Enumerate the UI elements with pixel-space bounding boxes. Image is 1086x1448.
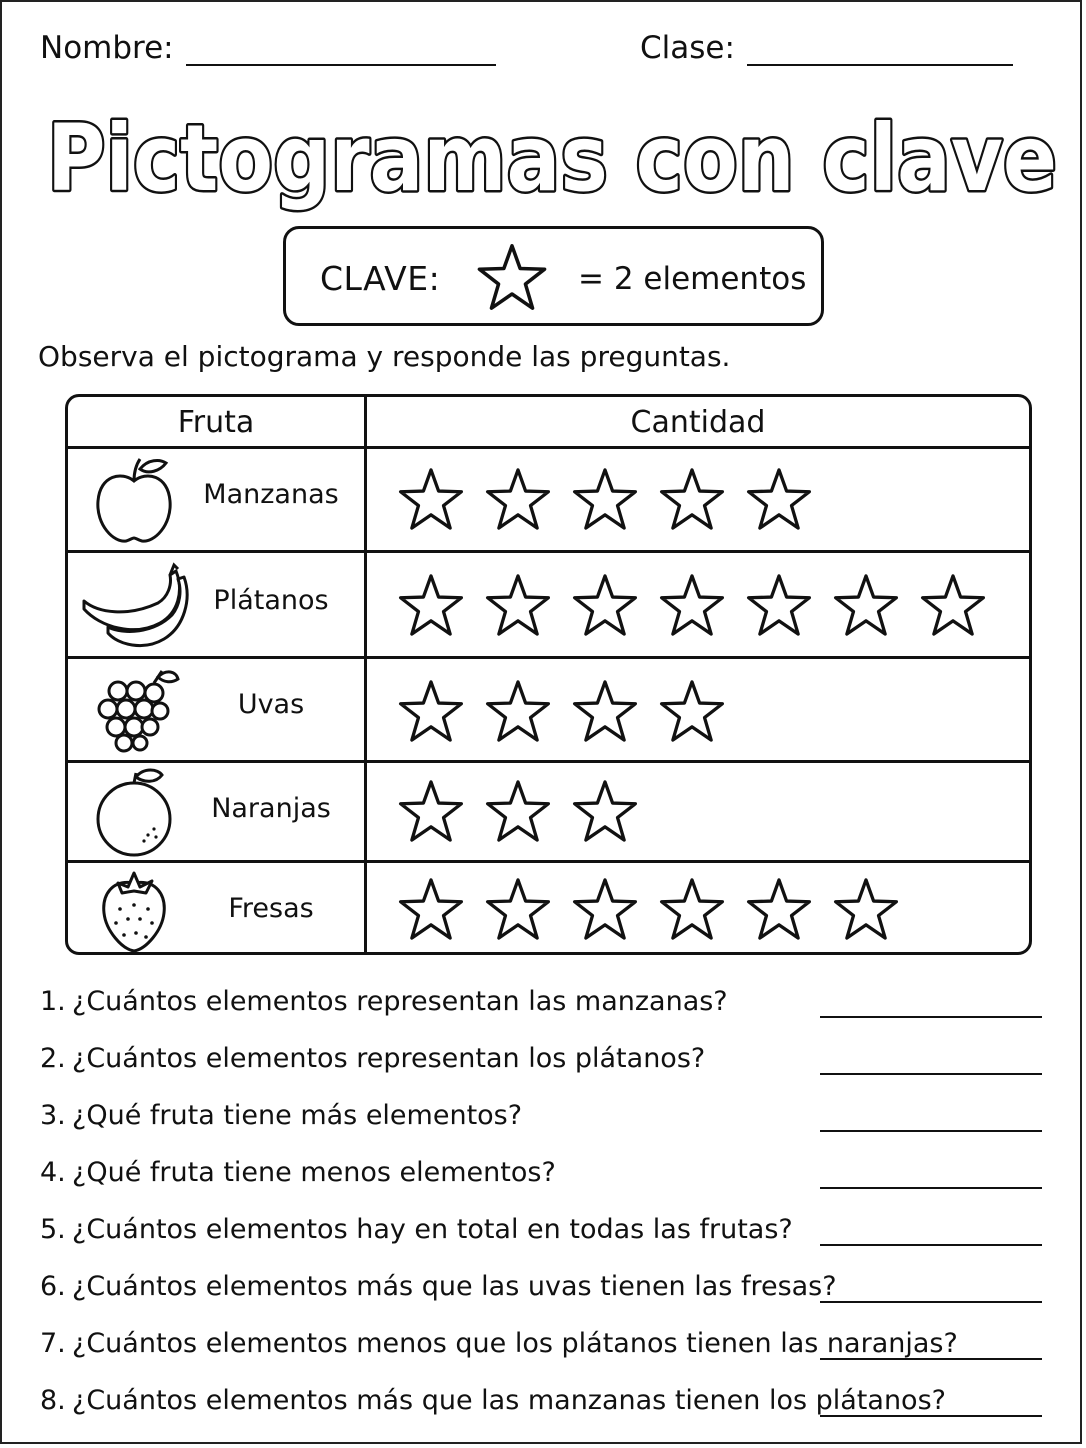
- table-row: [68, 863, 1029, 955]
- class-label: Clase:: [640, 30, 735, 66]
- banana-icon: [78, 561, 190, 653]
- instruction: Observa el pictograma y responde las preguntas.: [38, 340, 731, 373]
- name-field: [40, 30, 496, 66]
- apple-icon: [78, 455, 190, 547]
- strawberry-icon: [78, 865, 190, 955]
- question-text: ¿Qué fruta tiene menos elementos?: [72, 1157, 556, 1188]
- fruit-name: Manzanas: [203, 479, 339, 510]
- table-row: [68, 449, 1029, 553]
- class-field: [640, 30, 1013, 66]
- key-value: = 2 elementos: [578, 261, 807, 297]
- question-number: 2.: [40, 1043, 66, 1074]
- star-icon: [398, 573, 464, 637]
- name-blank[interactable]: [186, 38, 496, 66]
- star-icon: [833, 877, 899, 941]
- star-icon: [659, 467, 725, 531]
- header-quantity: Cantidad: [630, 405, 766, 440]
- star-icon: [485, 573, 551, 637]
- table-row: [68, 553, 1029, 659]
- star-icon: [572, 877, 638, 941]
- star-icon: [659, 679, 725, 743]
- question-text: ¿Cuántos elementos representan las manzanas?: [72, 986, 728, 1017]
- star-row: [398, 877, 1019, 947]
- star-icon: [746, 877, 812, 941]
- answer-line[interactable]: [820, 1130, 1042, 1132]
- star-icon: [572, 779, 638, 843]
- star-icon: [659, 573, 725, 637]
- table-row: [68, 659, 1029, 763]
- star-icon: [833, 573, 899, 637]
- class-blank[interactable]: [747, 38, 1013, 66]
- answer-line[interactable]: [820, 1358, 1042, 1360]
- orange-icon: [78, 767, 190, 859]
- star-icon: [659, 877, 725, 941]
- question: [40, 982, 1050, 1022]
- name-label: Nombre:: [40, 30, 174, 66]
- question-number: 3.: [40, 1100, 66, 1131]
- star-icon: [398, 779, 464, 843]
- question-text: ¿Cuántos elementos menos que los plátanos tienen las naranjas?: [72, 1328, 958, 1359]
- star-icon: [485, 877, 551, 941]
- question: [40, 1381, 1050, 1421]
- answer-line[interactable]: [820, 1415, 1042, 1417]
- question: [40, 1153, 1050, 1193]
- question-number: 7.: [40, 1328, 66, 1359]
- question-number: 6.: [40, 1271, 66, 1302]
- answer-line[interactable]: [820, 1187, 1042, 1189]
- header-fruit: Fruta: [177, 405, 255, 440]
- fruit-name: Plátanos: [213, 585, 329, 616]
- question: [40, 1039, 1050, 1079]
- star-icon: [572, 573, 638, 637]
- answer-line[interactable]: [820, 1301, 1042, 1303]
- star-icon: [572, 679, 638, 743]
- star-row: [398, 573, 1019, 643]
- key-box: [283, 226, 824, 326]
- question-number: 5.: [40, 1214, 66, 1245]
- star-icon: [476, 243, 548, 311]
- header: [40, 30, 1020, 80]
- question-text: ¿Cuántos elementos más que las manzanas tienen los plátanos?: [72, 1385, 946, 1416]
- table-header: [68, 397, 1029, 449]
- star-icon: [398, 467, 464, 531]
- question-text: ¿Cuántos elementos representan los plátanos?: [72, 1043, 706, 1074]
- grapes-icon: [78, 665, 190, 757]
- fruit-name: Naranjas: [211, 793, 331, 824]
- question: [40, 1210, 1050, 1250]
- question-text: ¿Cuántos elementos más que las uvas tienen las fresas?: [72, 1271, 837, 1302]
- star-row: [398, 679, 1019, 749]
- pictogram-table: [65, 394, 1032, 955]
- star-icon: [398, 877, 464, 941]
- question: [40, 1096, 1050, 1136]
- question-text: ¿Cuántos elementos hay en total en todas las frutas?: [72, 1214, 793, 1245]
- star-icon: [746, 573, 812, 637]
- answer-line[interactable]: [820, 1244, 1042, 1246]
- question: [40, 1267, 1050, 1307]
- page-title: [32, 98, 1072, 218]
- fruit-name: Uvas: [237, 689, 305, 720]
- star-icon: [572, 467, 638, 531]
- title-text: Pictogramas con clave: [47, 105, 1057, 212]
- star-icon: [485, 467, 551, 531]
- star-icon: [398, 679, 464, 743]
- question-number: 8.: [40, 1385, 66, 1416]
- star-row: [398, 467, 1019, 537]
- question-text: ¿Qué fruta tiene más elementos?: [72, 1100, 523, 1131]
- table-row: [68, 763, 1029, 863]
- question-number: 4.: [40, 1157, 66, 1188]
- answer-line[interactable]: [820, 1016, 1042, 1018]
- question: [40, 1324, 1050, 1364]
- question-number: 1.: [40, 986, 66, 1017]
- key-label: CLAVE:: [320, 259, 441, 298]
- star-icon: [746, 467, 812, 531]
- fruit-name: Fresas: [228, 893, 314, 924]
- star-icon: [485, 679, 551, 743]
- star-icon: [920, 573, 986, 637]
- answer-line[interactable]: [820, 1073, 1042, 1075]
- star-icon: [485, 779, 551, 843]
- star-row: [398, 779, 1019, 849]
